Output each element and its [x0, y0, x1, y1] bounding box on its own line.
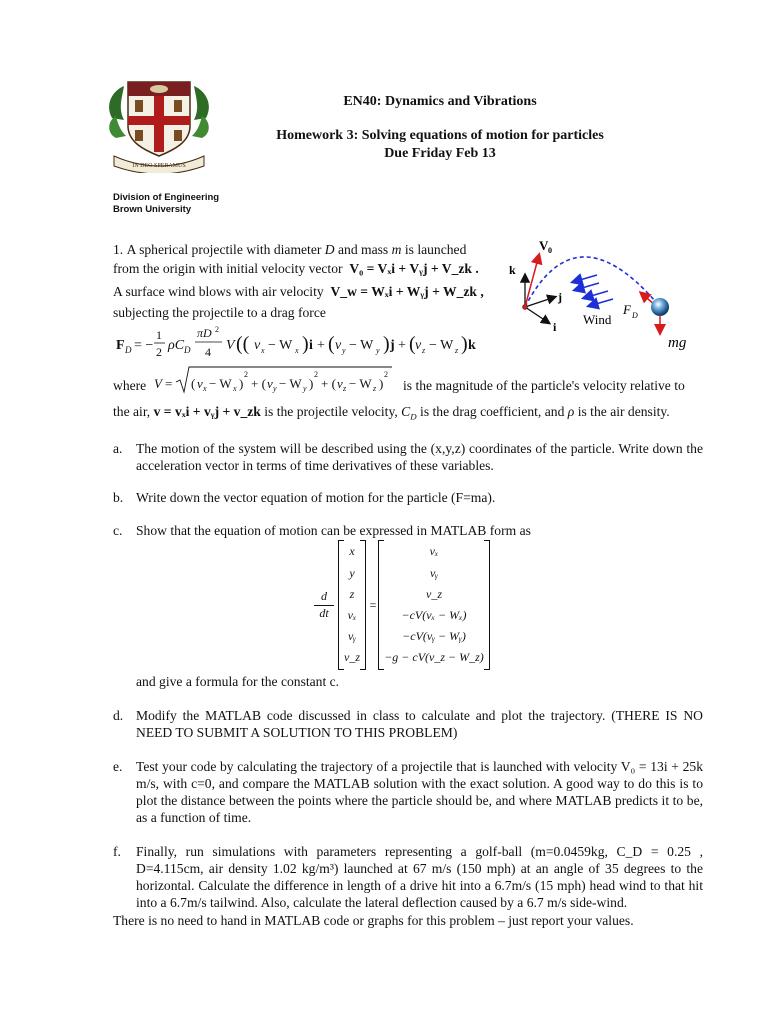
drag-force-equation	[116, 323, 476, 363]
svg-text:): )	[383, 333, 390, 355]
initial-velocity-equation: V₀ = Vₓi + Vᵧj + V_zk .	[349, 261, 479, 276]
svg-text:Wind: Wind	[583, 312, 612, 327]
svg-text:((: ((	[236, 333, 250, 355]
svg-text:V: V	[154, 376, 162, 391]
svg-text:V: V	[226, 338, 235, 353]
svg-text:x: x	[295, 346, 299, 355]
course-title: EN40: Dynamics and Vibrations	[343, 94, 537, 109]
svg-text:+: +	[317, 338, 325, 353]
svg-text:(: (	[328, 333, 335, 355]
svg-text:F: F	[116, 338, 125, 353]
svg-text:0: 0	[548, 246, 552, 255]
svg-text:v: v	[254, 338, 261, 353]
svg-text:D: D	[632, 311, 638, 320]
brown-logo	[104, 78, 214, 173]
svg-text:y: y	[273, 384, 277, 393]
wind-arrow	[584, 291, 608, 298]
svg-text:y: y	[342, 346, 346, 355]
svg-text:i: i	[553, 320, 557, 334]
wind-arrow	[573, 275, 597, 282]
wind-arrow	[575, 283, 599, 290]
wind-velocity-equation: V_w = Wₓi + Wᵧj + W_zk ,	[330, 284, 484, 299]
svg-text:x: x	[233, 384, 237, 393]
svg-text:− W: − W	[429, 338, 454, 353]
problem-intro-line2: from the origin with initial velocity vector V₀ = Vₓi + Vᵧj + V_zk .	[113, 261, 479, 276]
svg-text:(: (	[409, 333, 416, 355]
where-label: where	[113, 378, 147, 393]
svg-text:2: 2	[215, 325, 219, 334]
svg-text:2: 2	[156, 345, 162, 359]
svg-text:+ (: + (	[321, 376, 336, 391]
svg-text:k: k	[509, 263, 516, 277]
svg-text:): )	[461, 333, 468, 355]
air-velocity-line: the air, v = vₓi + vᵧj + v_zk is the projectile velocity, $C_D$ is the drag coefficient, and ρ is the air density.	[113, 404, 670, 422]
svg-text:1: 1	[156, 328, 162, 342]
problem-intro-line3: A surface wind blows with air velocity V_w = Wₓi + Wᵧj + W_zk ,	[113, 284, 484, 299]
svg-text:− W: − W	[279, 376, 302, 391]
matlab-matrix-equation: d dt x y z vₓ vᵧ v_z = vₓ vᵧ v_z −cV(vₓ − Wₓ) −cV(vᵧ − Wᵧ) −g − cV(v_z − W_z)	[310, 538, 500, 672]
svg-text:− W: − W	[349, 376, 372, 391]
svg-text:): )	[379, 376, 384, 391]
projectile-ball	[651, 298, 669, 316]
svg-text:k: k	[468, 338, 476, 353]
svg-text:): )	[309, 376, 314, 391]
svg-text:): )	[239, 376, 244, 391]
svg-text:+: +	[398, 338, 406, 353]
svg-text:V: V	[539, 238, 549, 253]
homework-title: Homework 3: Solving equations of motion for particles	[276, 128, 604, 143]
part-f: f. Finally, run simulations with parameters representing a golf-ball (m=0.0459kg, C_D = 0.25 , D=4.115cm, air density 1.02 kg/m³) launched at 67 m/s (150 mph) at an angle of 35 degrees to the horizontal. Calculate the difference in length of a drive hit into a 6.7m/s (15 mph) head wind to that hit into a 6.7m/s tailwind. Also, calculate the lateral deflection caused by a 6.7 m/s side-wind.	[113, 844, 703, 910]
due-date: Due Friday Feb 13	[384, 146, 496, 161]
svg-text:i: i	[309, 338, 313, 353]
svg-text:D: D	[125, 345, 132, 355]
part-d: d. Modify the MATLAB code discussed in class to calculate and plot the trajectory. (THERE IS NO NEED TO SUBMIT A SOLUTION TO THIS PROBLEM)	[113, 708, 703, 740]
svg-text:=: =	[165, 376, 173, 391]
closing-note: There is no need to hand in MATLAB code or graphs for this problem – just report your values.	[113, 913, 634, 928]
svg-text:+ (: + (	[251, 376, 266, 391]
svg-text:j: j	[558, 290, 562, 304]
svg-text:− W: − W	[268, 338, 293, 353]
projectile-diagram	[505, 235, 705, 350]
svg-text:): )	[302, 333, 309, 355]
svg-text:v: v	[267, 376, 273, 391]
svg-text:4: 4	[205, 345, 211, 359]
part-e: e. Test your code by calculating the trajectory of a projectile that is launched with velocity V₀ = 13i + 25k m/s, with c=0, and compare the MATLAB solution with the exact solution. A good way to do this is to plot the distance between the points where the particle should be, and where MATLAB predicts it to be, as a function of time.	[113, 759, 703, 825]
svg-text:y: y	[376, 346, 380, 355]
svg-text:ρC: ρC	[168, 338, 185, 353]
division-name: Division of Engineering	[113, 192, 220, 203]
where-rest: is the magnitude of the particle's velocity relative to	[403, 378, 685, 393]
wind-arrow	[589, 299, 613, 306]
svg-text:IN DEO SPERAMUS: IN DEO SPERAMUS	[132, 163, 186, 169]
svg-text:− W: − W	[349, 338, 374, 353]
svg-text:z: z	[455, 346, 459, 355]
university-name: Brown University	[113, 204, 192, 215]
i-axis	[525, 307, 549, 323]
v0-arrow	[525, 255, 539, 307]
svg-text:z: z	[343, 384, 347, 393]
svg-text:πD: πD	[197, 326, 212, 340]
svg-text:F: F	[623, 302, 631, 317]
part-c-after: and give a formula for the constant c.	[136, 674, 340, 689]
trajectory-path	[525, 257, 655, 307]
svg-text:mg: mg	[668, 335, 687, 350]
svg-text:v: v	[335, 338, 342, 353]
part-b: b. Write down the vector equation of motion for the particle (F=ma).	[113, 490, 496, 505]
svg-text:2: 2	[314, 370, 318, 379]
svg-text:D: D	[184, 345, 191, 355]
relative-velocity-equation	[154, 364, 394, 396]
svg-text:x: x	[203, 384, 207, 393]
svg-text:− W: − W	[209, 376, 232, 391]
svg-text:v: v	[337, 376, 343, 391]
svg-text:y: y	[303, 384, 307, 393]
svg-text:v: v	[197, 376, 203, 391]
problem-intro-line1: 1. A spherical projectile with diameter D and mass m is launched	[113, 242, 467, 257]
svg-text:= −: = −	[134, 338, 154, 353]
svg-text:z: z	[373, 384, 377, 393]
problem-intro-line4: subjecting the projectile to a drag force	[113, 305, 326, 320]
svg-text:(: (	[191, 376, 196, 391]
svg-text:2: 2	[384, 370, 388, 379]
part-a: a. The motion of the system will be described using the (x,y,z) coordinates of the particle. Write down the acceleration vector in terms of time derivatives of these variables.	[113, 441, 703, 473]
svg-text:2: 2	[244, 370, 248, 379]
svg-text:x: x	[261, 346, 265, 355]
svg-text:z: z	[422, 346, 426, 355]
part-c: c. Show that the equation of motion can be expressed in MATLAB form as	[113, 523, 531, 538]
svg-text:v: v	[415, 338, 422, 353]
svg-text:j: j	[390, 338, 395, 353]
